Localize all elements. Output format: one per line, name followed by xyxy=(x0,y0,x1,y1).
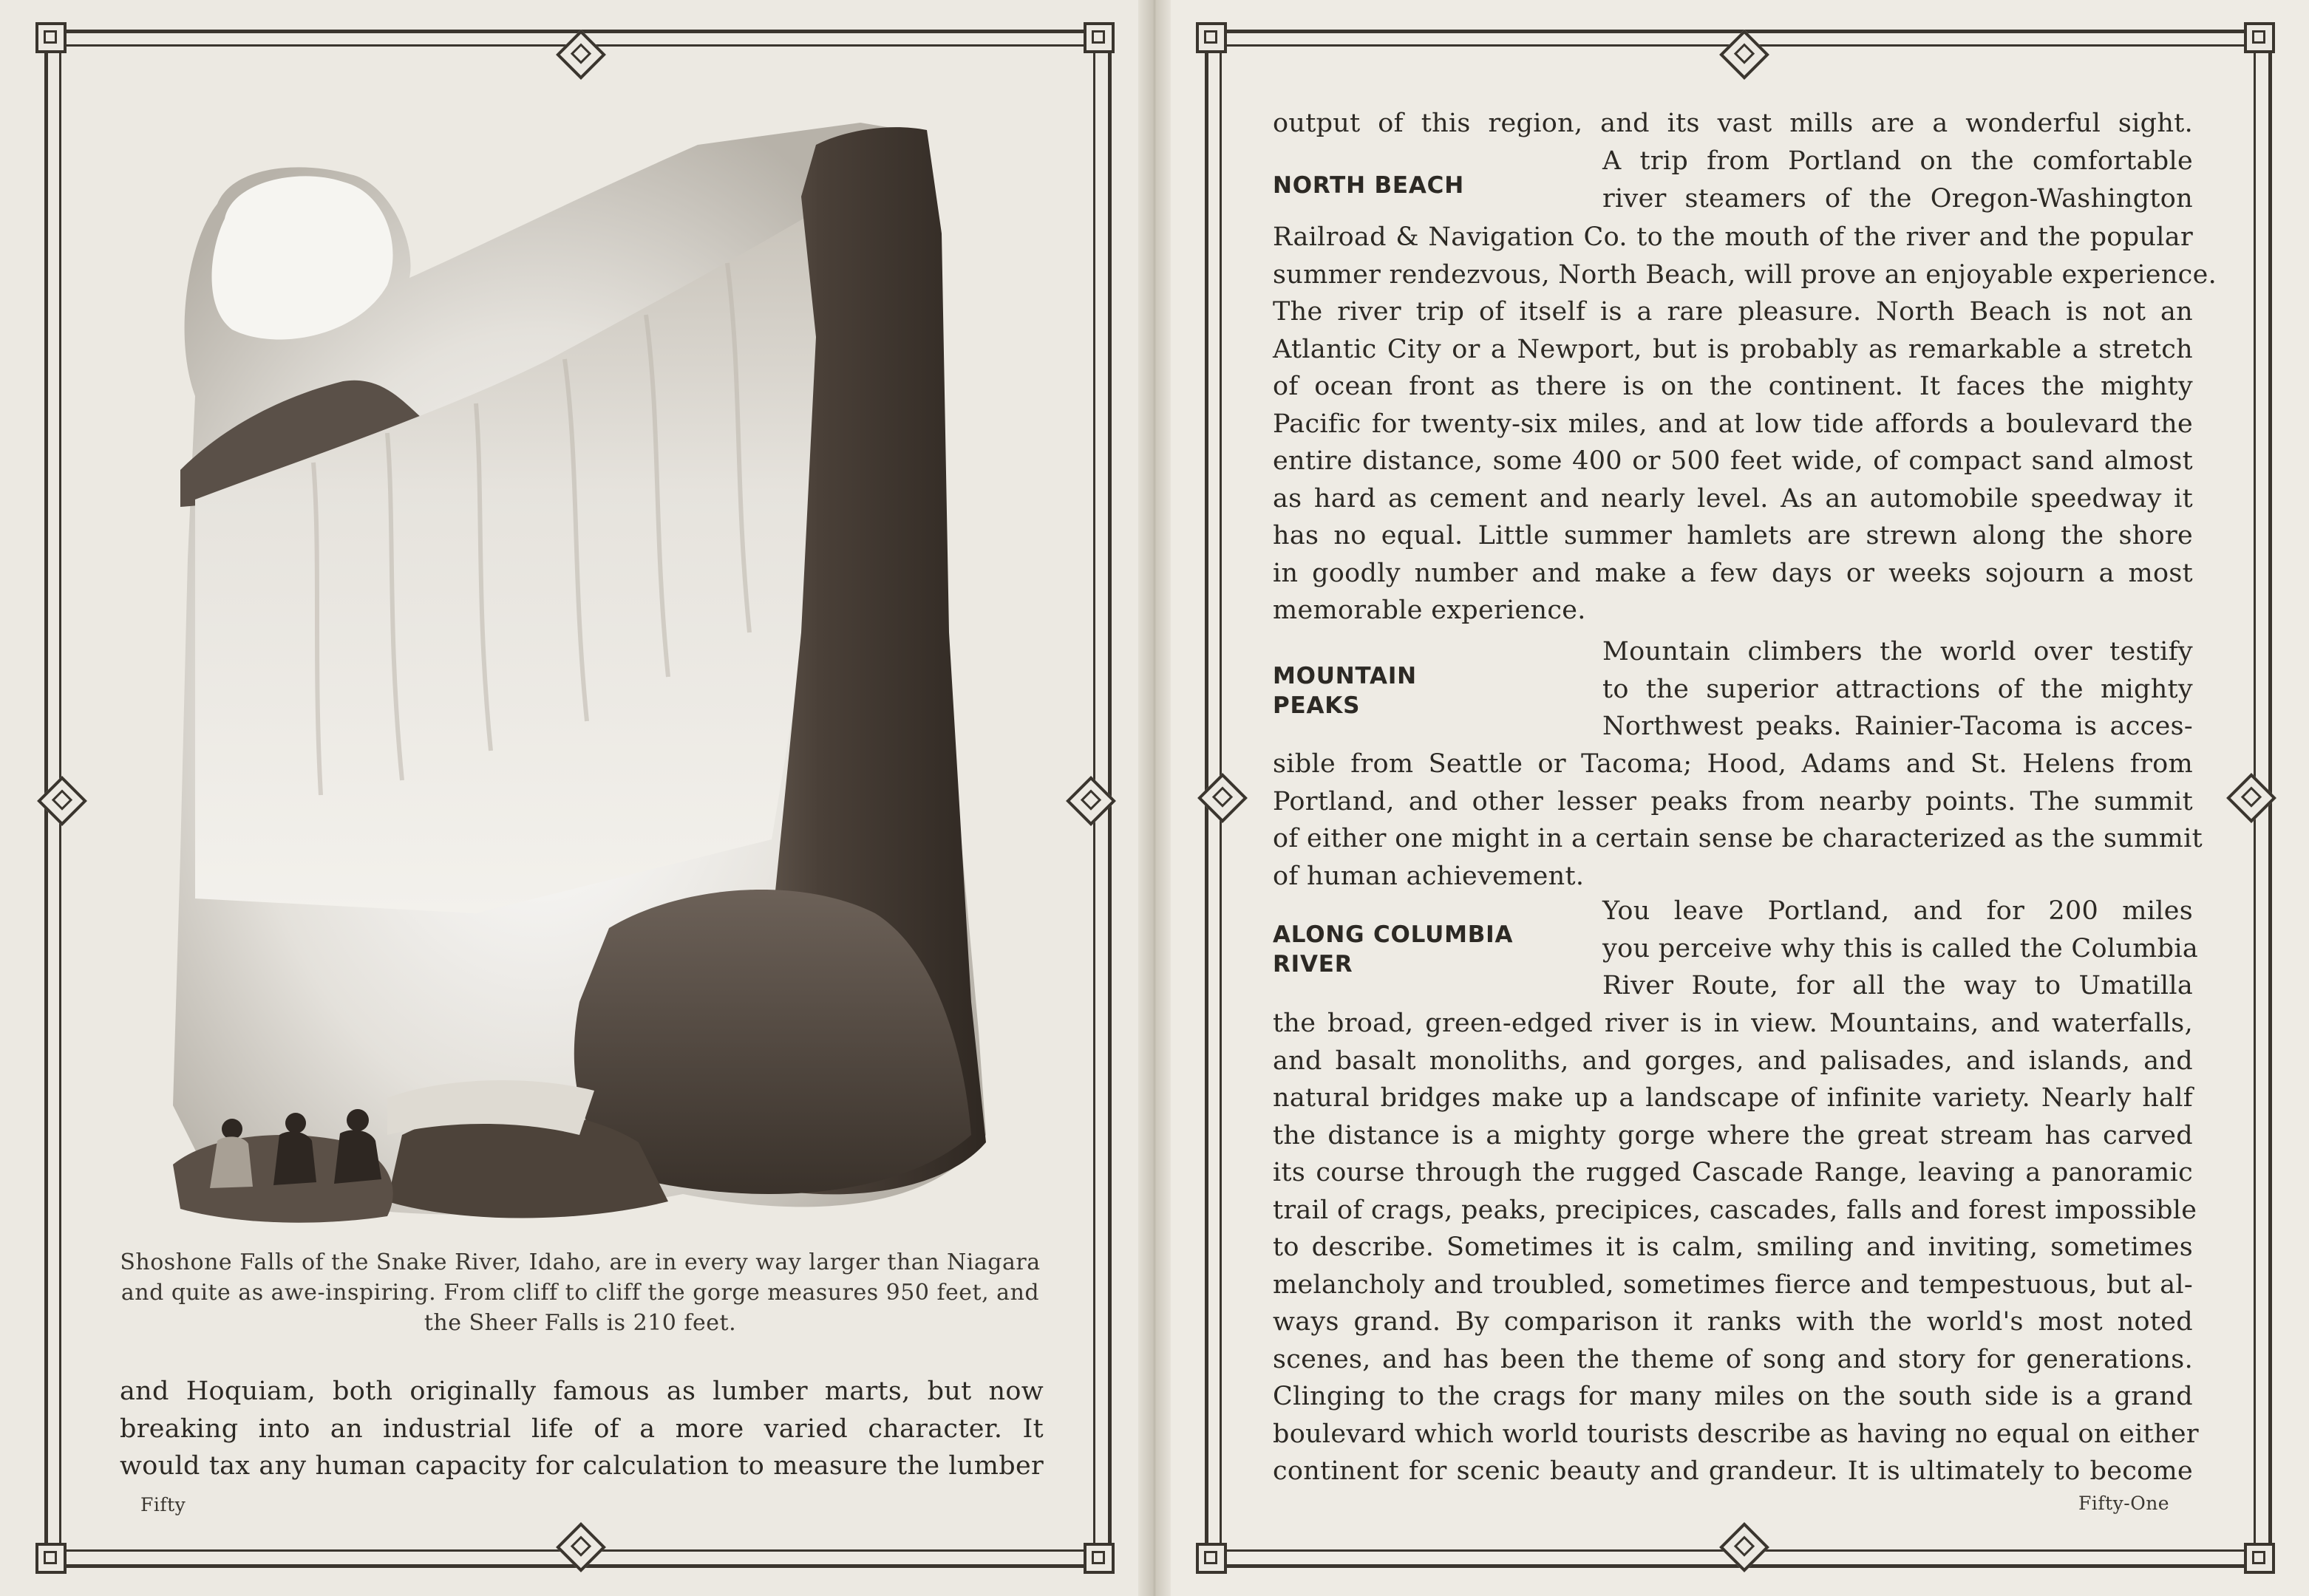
body-line: the broad, green-edged river is in view. Mountains, and waterfalls, xyxy=(1273,1009,2193,1038)
heading-line: ALONG COLUMBIA xyxy=(1273,921,1514,948)
north-beach-indented-text xyxy=(1602,143,2193,217)
section-heading-along-columbia-river xyxy=(1273,920,1513,979)
body-line: Atlantic City or a Newport, but is probably as remarkable a stretch xyxy=(1273,334,2193,364)
corner-ornament xyxy=(35,22,67,53)
body-line: River Route, for all the way to Umatilla xyxy=(1602,971,2193,1000)
body-line: trail of crags, peaks, precipices, cascades, falls and forest impossible xyxy=(1273,1195,2197,1225)
heading-line: MOUNTAIN xyxy=(1273,663,1417,689)
body-line: its course through the rugged Cascade Range, leaving a panoramic xyxy=(1273,1158,2193,1187)
body-line: Pacific for twenty-six miles, and at low tide affords a boulevard the xyxy=(1273,409,2193,439)
corner-ornament xyxy=(2244,1543,2275,1574)
body-line: The river trip of itself is a rare pleasure. North Beach is not an xyxy=(1273,297,2193,327)
body-line: to the superior attractions of the mighty xyxy=(1602,674,2193,704)
left-page xyxy=(0,0,1150,1596)
body-line: has no equal. Little summer hamlets are strewn along the shore xyxy=(1273,521,2193,550)
section-heading-mountain-peaks xyxy=(1273,661,1417,720)
body-line: of ocean front as there is on the continent. It faces the mighty xyxy=(1273,372,2193,401)
body-line: Northwest peaks. Rainier-Tacoma is acces- xyxy=(1602,712,2193,741)
corner-ornament xyxy=(1196,22,1227,53)
body-line: You leave Portland, and for 200 miles xyxy=(1602,896,2193,926)
corner-ornament xyxy=(1084,1543,1115,1574)
body-line: scenes, and has been the theme of song and story for generations. xyxy=(1273,1344,2193,1374)
columbia-river-text xyxy=(1273,1005,2199,1490)
left-body-text xyxy=(120,1373,1044,1485)
body-line: Railroad & Navigation Co. to the mouth of the river and the popular xyxy=(1273,222,2193,252)
section-heading-north-beach: NORTH BEACH xyxy=(1273,172,1464,199)
shoshone-falls-photo xyxy=(166,115,1020,1231)
body-line: to describe. Sometimes it is calm, smiling and inviting, sometimes xyxy=(1273,1232,2193,1262)
body-line: of human achievement. xyxy=(1273,861,1585,891)
body-line: Portland, and other lesser peaks from nearby points. The summit xyxy=(1273,786,2193,816)
body-line: boulevard which world tourists describe as having no equal on either xyxy=(1273,1419,2199,1449)
body-line: entire distance, some 400 or 500 feet wide, of compact sand almost xyxy=(1273,446,2193,476)
seated-figures xyxy=(210,1109,381,1188)
body-line: memorable experience. xyxy=(1273,596,1586,625)
corner-ornament xyxy=(2244,22,2275,53)
body-line: melancholy and troubled, sometimes fierce and tempestuous, but al- xyxy=(1273,1269,2193,1300)
heading-line: RIVER xyxy=(1273,951,1353,978)
body-line: you perceive why this is called the Columbia xyxy=(1602,933,2199,964)
body-line: continent for scenic beauty and grandeur. It is ultimately to become xyxy=(1273,1456,2193,1486)
body-line: of either one might in a certain sense be characterized as the summit xyxy=(1273,824,2203,853)
body-line: would tax any human capacity for calculation to measure the lumber xyxy=(120,1451,1044,1481)
corner-ornament xyxy=(35,1543,67,1574)
body-line: Mountain climbers the world over testify xyxy=(1602,637,2193,666)
body-line: breaking into an industrial life of a more varied character. It xyxy=(120,1413,1044,1444)
book-gutter xyxy=(1138,0,1171,1596)
page-number-left: Fifty xyxy=(140,1494,186,1515)
body-line: sible from Seattle or Tacoma; Hood, Adams and St. Helens from xyxy=(1273,749,2193,779)
heading-line: PEAKS xyxy=(1273,692,1361,719)
north-beach-text xyxy=(1273,219,2217,630)
body-line: Clinging to the crags for many miles on the south side is a grand xyxy=(1273,1382,2193,1411)
photo-caption: Shoshone Falls of the Snake River, Idaho, are in every way larger than Niagara and quite as awe-inspiring. From cliff to cliff the gorge measures 950 feet, and the Sheer Falls is 210 feet. xyxy=(120,1249,1041,1336)
right-intro xyxy=(1273,105,2193,143)
body-line: and Hoquiam, both originally famous as lumber marts, but now xyxy=(120,1377,1044,1406)
body-line: in goodly number and make a few days or weeks sojourn a most xyxy=(1273,558,2193,588)
body-line: A trip from Portland on the comfortable xyxy=(1602,146,2193,176)
body-line: natural bridges make up a landscape of infinite variety. Nearly half xyxy=(1273,1083,2193,1113)
columbia-river-indented-text xyxy=(1602,893,2199,1005)
body-line: river steamers of the Oregon-Washington xyxy=(1602,183,2193,214)
page-number-right: Fifty-One xyxy=(2078,1493,2170,1514)
body-line: output of this region, and its vast mills are a wonderful sight. xyxy=(1273,109,2193,138)
mountain-peaks-text xyxy=(1273,746,2203,895)
body-line: summer rendezvous, North Beach, will prove an enjoyable experience. xyxy=(1273,259,2217,290)
corner-ornament xyxy=(1196,1543,1227,1574)
body-line: ways grand. By comparison it ranks with the world's most noted xyxy=(1273,1307,2193,1337)
body-line: as hard as cement and nearly level. As an automobile speedway it xyxy=(1273,483,2193,514)
mountain-peaks-indented-text xyxy=(1602,633,2193,746)
body-line: and basalt monoliths, and gorges, and palisades, and islands, and xyxy=(1273,1046,2193,1076)
corner-ornament xyxy=(1084,22,1115,53)
body-line: the distance is a mighty gorge where the great stream has carved xyxy=(1273,1120,2193,1150)
